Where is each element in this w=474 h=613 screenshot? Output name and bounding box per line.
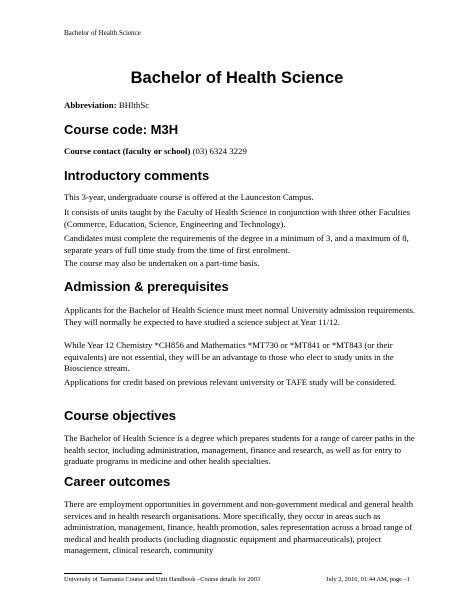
intro-paragraph: It consists of units taught by the Faculty of Health Science in conjunction with three other Faculties (Commerce, Education, Science, Engineering and Technology). (64, 207, 410, 229)
objectives-paragraph: The Bachelor of Health Science is a degree which prepares students for a range of career paths in the health sector, including administration, management, finance and research, as well as for entry to graduate programs in medicine and other health specialties. (64, 433, 415, 466)
intro-paragraph: This 3-year, undergraduate course is offered at the Launceston Campus. (64, 192, 314, 202)
section-heading-careers: Career outcomes (64, 474, 171, 489)
course-contact-label: Course contact (faculty or school) (64, 146, 191, 156)
footer-divider (64, 573, 162, 574)
running-header: Bachelor of Health Science (64, 29, 141, 37)
admission-paragraph: While Year 12 Chemistry *CH856 and Mathematics *MT730 or *MT841 or *MT843 (or their equivalents) are not essential, they will be an advantage to those who elect to study units in the Bioscience stream. (64, 340, 394, 373)
course-code-heading: Course code: M3H (64, 122, 179, 137)
admission-paragraph: Applications for credit based on previous relevant university or TAFE study will be considered. (64, 377, 397, 387)
careers-paragraph: There are employment opportunities in government and non-government medical and general health services and in health research organisations. More specifically, they occur in areas such as administration, management, finance, health promotion, sales representation across a broad range of medical and health products (including diagnostic equipment and pharmaceuticals), project management, clinical research, community (64, 499, 414, 555)
footer-source: University of Tasmania Course and Unit Handbook –Course details for 2003 (64, 576, 261, 583)
abbreviation-value: BHlthSc (118, 100, 150, 110)
admission-paragraph: Applicants for the Bachelor of Health Science must meet normal University admission requirements. They will normally be expected to have studied a science subject at Year 11/12. (64, 305, 416, 327)
abbreviation-label: Abbreviation: (64, 100, 117, 110)
intro-paragraph: The course may also be undertaken on a part-time basis. (64, 258, 260, 268)
section-heading-admission: Admission & prerequisites (64, 279, 229, 294)
course-contact-line (64, 146, 247, 157)
section-heading-intro: Introductory comments (64, 168, 210, 183)
course-contact-value: (03) 6324 3229 (192, 146, 247, 156)
footer-page-info: July 2, 2016, 01:44 AM, page –1 (326, 576, 410, 583)
section-heading-objectives: Course objectives (64, 408, 176, 423)
abbreviation-line (64, 100, 149, 111)
page-title: Bachelor of Health Science (130, 69, 344, 87)
intro-paragraph: Candidates must complete the requirements of the degree in a minimum of 3, and a maximum of 8, separate years of full time study from the time of first enrolment. (64, 233, 409, 255)
